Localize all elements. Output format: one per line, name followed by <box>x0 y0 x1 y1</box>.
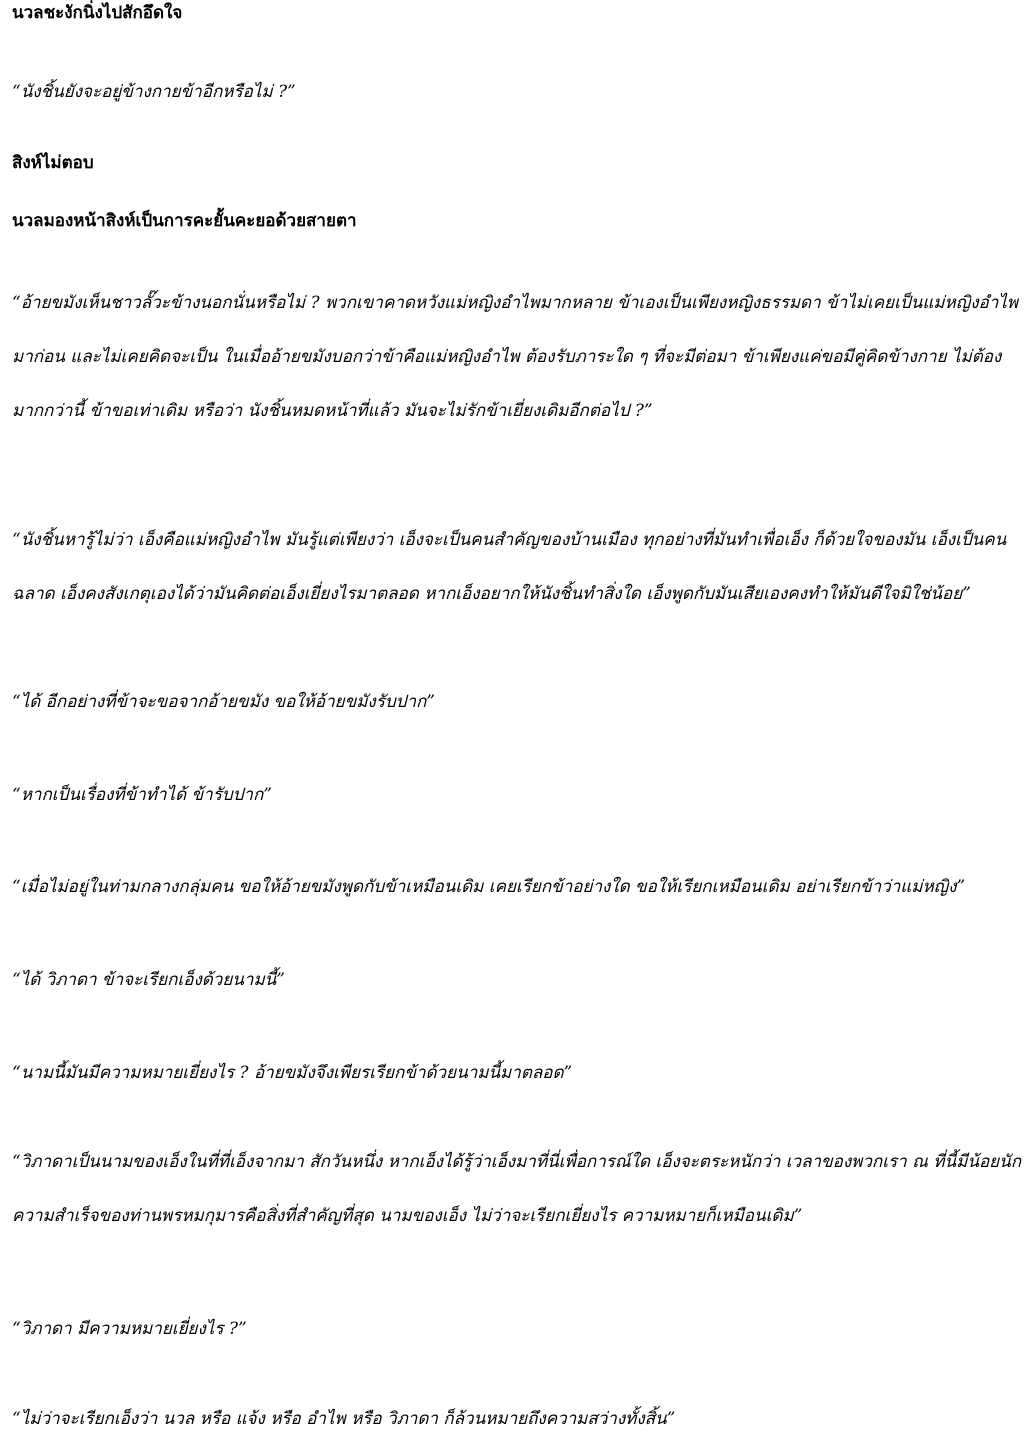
dialogue-paragraph: “นังชิ้นยังจะอยู่ข้างกายข้าอีกหรือไม่ ?” <box>12 82 296 102</box>
narration-paragraph: นวลมองหน้าสิงห์เป็นการคะยั้นคะยอด้วยสายตา <box>12 211 357 231</box>
narration-paragraph: สิงห์ไม่ตอบ <box>12 153 94 173</box>
dialogue-paragraph: “ได้ อีกอย่างที่ข้าจะขอจากอ้ายขมัง ขอให้อ้ายขมังรับปาก” <box>12 692 435 712</box>
narration-paragraph: นวลชะงักนิ่งไปสักอึดใจ <box>12 3 183 23</box>
dialogue-paragraph: “วิภาดา มีความหมายเยี่ยงไร ?” <box>12 1319 247 1339</box>
dialogue-paragraph: “ได้ วิภาดา ข้าจะเรียกเอ็งด้วยนามนี้” <box>12 970 285 990</box>
dialogue-paragraph: “หากเป็นเรื่องที่ข้าทำได้ ข้ารับปาก” <box>12 785 272 805</box>
dialogue-paragraph: “นังชิ้นหารู้ไม่ว่า เอ็งคือแม่หญิงอำไพ มันรู้แต่เพียงว่า เอ็งจะเป็นคนสำคัญของบ้านเมือง ทุกอย่างที่มันทำเพื่อเอ็ง ก็ด้วยใจของมัน เอ็งเป็นคนฉลาด เอ็งคงสังเกตุเองได้ว่ามันคิดต่อเอ็งเยี่ยงไรมาตลอด หากเอ็งอยากให้นังชิ้นทำสิ่งใด เอ็งพูดกับมันเสียเองคงทำให้มันดีใจมิใช่น้อย” <box>12 530 1007 604</box>
dialogue-paragraph: “เมื่อไม่อยู่ในท่ามกลางกลุ่มคน ขอให้อ้ายขมังพูดกับข้าเหมือนเดิม เคยเรียกข้าอย่างใด ขอให้เรียกเหมือนเดิม อย่าเรียกข้าว่าแม่หญิง” <box>12 877 966 897</box>
dialogue-paragraph: “นามนี้มันมีความหมายเยี่ยงไร ? อ้ายขมังจึงเพียรเรียกข้าด้วยนามนี้มาตลอด” <box>12 1063 573 1083</box>
dialogue-paragraph: “ไม่ว่าจะเรียกเอ็งว่า นวล หรือ แจ้ง หรือ อำไพ หรือ วิภาดา ก็ล้วนหมายถึงความสว่างทั้งสิ้น” <box>12 1409 676 1429</box>
dialogue-paragraph: “อ้ายขมังเห็นชาวลั๊วะข้างนอกนั่นหรือไม่ ? พวกเขาคาดหวังแม่หญิงอำไพมากหลาย ข้าเองเป็นเพียงหญิงธรรมดา ข้าไม่เคยเป็นแม่หญิงอำไพมาก่อน และไม่เคยคิดจะเป็น ในเมื่ออ้ายขมังบอกว่าข้าคือแม่หญิงอำไพ ต้องรับภาระใด ๆ ที่จะมีต่อมา ข้าเพียงแค่ขอมีคู่คิดข้างกาย ไม่ต้องมากกว่านี้ ข้าขอเท่าเดิม หรือว่า นังชิ้นหมดหน้าที่แล้ว มันจะไม่รักข้าเยี่ยงเดิมอีกต่อไป ?” <box>12 293 1019 421</box>
dialogue-paragraph: “วิภาดาเป็นนามของเอ็งในที่ที่เอ็งจากมา สักวันหนึ่ง หากเอ็งได้รู้ว่าเอ็งมาที่นี่เพื่อการณ์ใด เอ็งจะตระหนักว่า เวลาของพวกเรา ณ ที่นี้มีน้อยนัก ความสำเร็จของท่านพรหมกุมารคือสิ่งที่สำคัญที่สุด นามของเอ็ง ไม่ว่าจะเรียกเยี่ยงไร ความหมายก็เหมือนเดิม” <box>12 1152 1022 1226</box>
